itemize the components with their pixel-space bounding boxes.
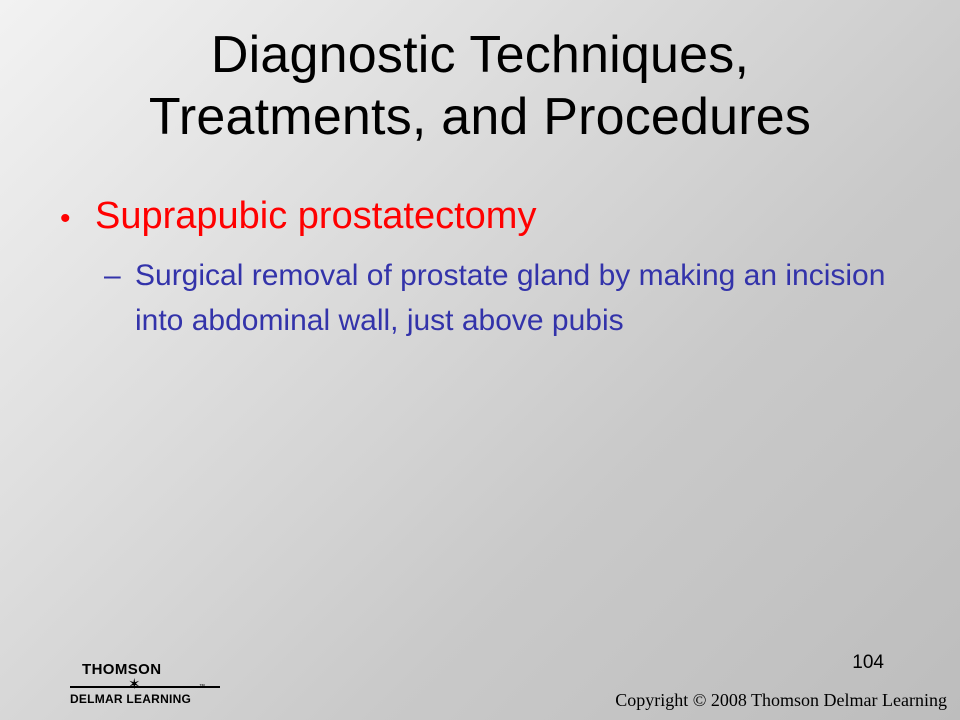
subbullet-text: Surgical removal of prostate gland by making an incision into abdominal wall, just above pubis [135, 259, 886, 337]
subbullet-item [104, 253, 910, 343]
thomson-delmar-logo [70, 661, 220, 711]
slide-number: 104 [852, 652, 884, 673]
bullet-marker: • [60, 202, 71, 235]
logo-top-text: THOMSON [82, 661, 162, 678]
bullet-text: Suprapubic prostatectomy [95, 195, 537, 237]
logo-line [70, 686, 220, 688]
subbullet-marker: – [104, 259, 121, 292]
star-icon: ✶ [128, 676, 141, 693]
slide-title [0, 24, 960, 148]
slide-content [60, 192, 910, 343]
title-line-1: Diagnostic Techniques, [210, 26, 750, 84]
copyright-text: Copyright © 2008 Thomson Delmar Learning [615, 690, 947, 710]
title-line-2: Treatments, and Procedures [148, 88, 812, 146]
trademark-icon: ™ [199, 684, 205, 690]
logo-bottom-text: DELMAR LEARNING [70, 692, 192, 706]
bullet-item [60, 192, 910, 243]
